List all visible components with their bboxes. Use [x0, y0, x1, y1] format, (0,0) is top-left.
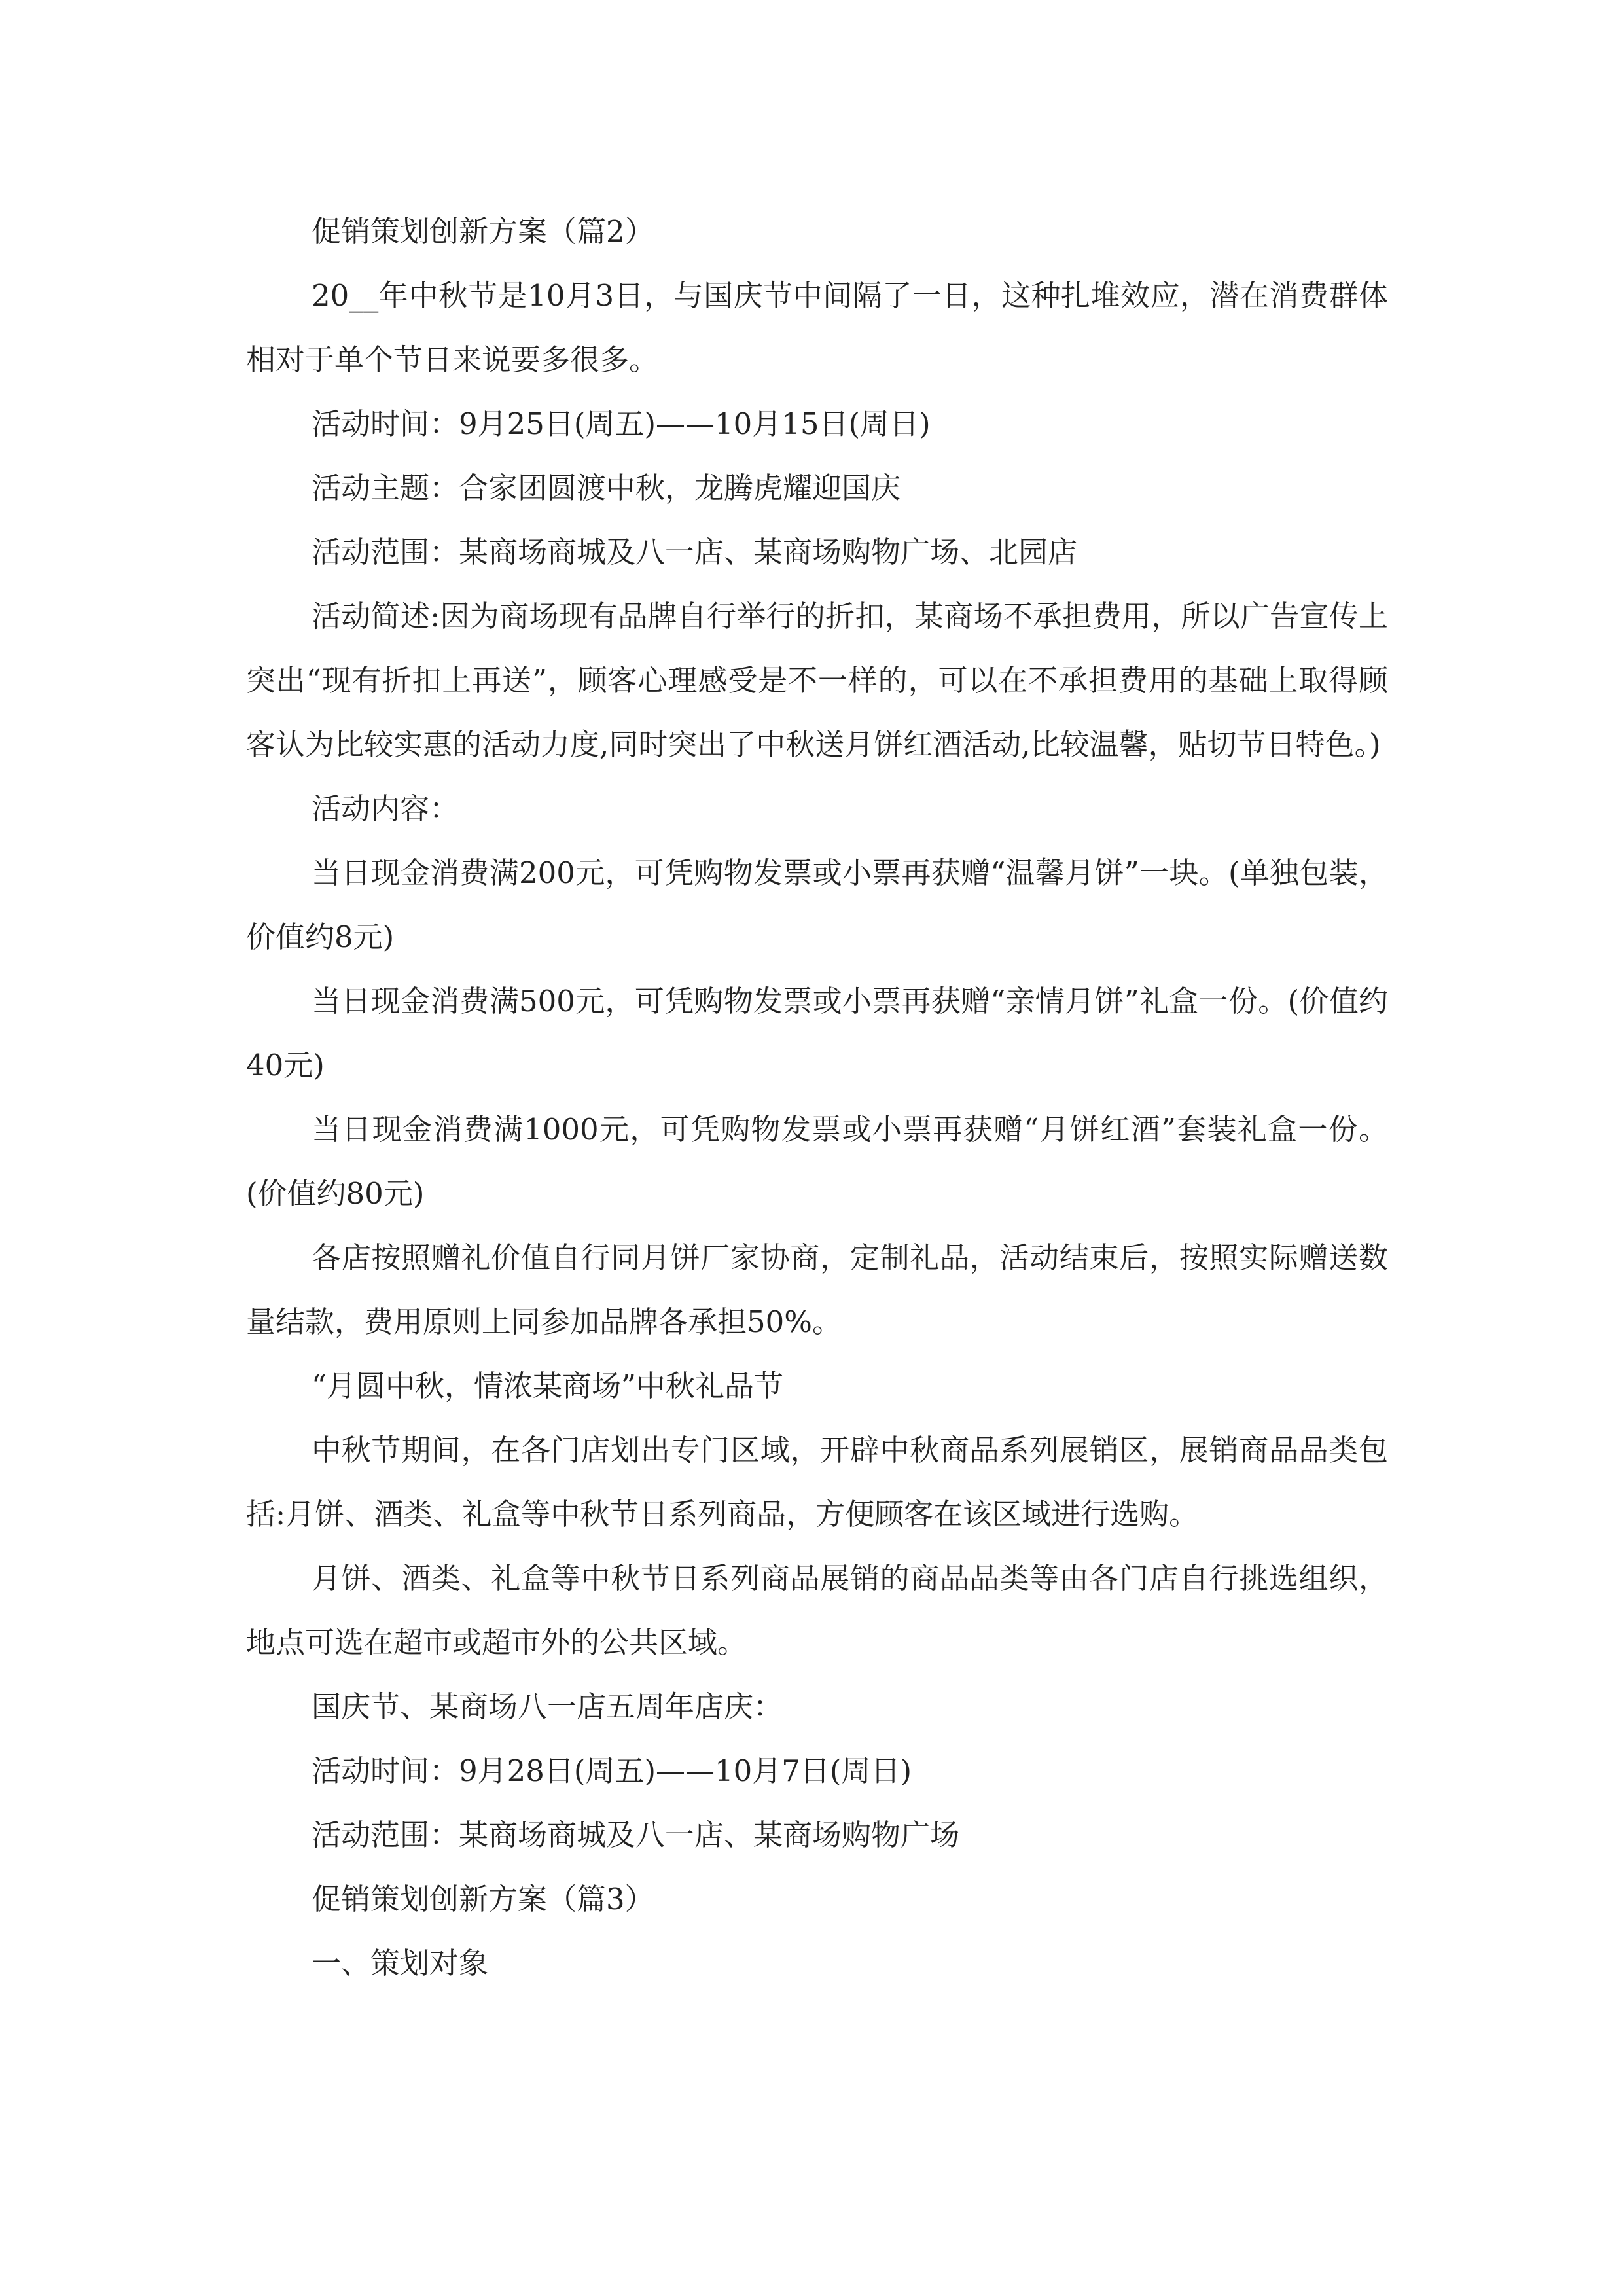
national-day-scope-line: 活动范围：某商场商城及八一店、某商场购物广场	[312, 1818, 960, 1852]
activity-theme-line: 活动主题：合家团圆渡中秋，龙腾虎耀迎国庆	[312, 471, 901, 505]
section-heading-part-3: 促销策划创新方案（篇3）	[312, 1882, 654, 1916]
gift-tier-500: 当日现金消费满500元，可凭购物发票或小票再获赠“亲情月饼”礼盒一份。(价值约40元)	[246, 984, 1388, 1083]
national-day-time-line: 活动时间：9月28日(周五)——10月7日(周日)	[312, 1753, 912, 1788]
settlement-paragraph: 各店按照赠礼价值自行同月饼厂家协商，定制礼品，活动结束后，按照实际赠送数量结款，费用原则上同参加品牌各承担50%。	[246, 1240, 1388, 1339]
gift-tier-200: 当日现金消费满200元，可凭购物发票或小票再获赠“温馨月饼”一块。(单独包装，价值约8元)	[246, 855, 1388, 954]
planning-target-heading: 一、策划对象	[312, 1946, 489, 1981]
activity-content-heading: 活动内容：	[312, 791, 459, 826]
document-body	[246, 200, 1388, 1996]
intro-paragraph: 20__年中秋节是10月3日，与国庆节中间隔了一日，这种扎堆效应，潜在消费群体相对于单个节日来说要多很多。	[246, 278, 1388, 377]
national-day-heading: 国庆节、某商场八一店五周年店庆：	[312, 1689, 783, 1724]
gift-tier-1000: 当日现金消费满1000元，可凭购物发票或小票再获赠“月饼红酒”套装礼盒一份。(价值约80元)	[246, 1112, 1388, 1211]
section-heading-part-2: 促销策划创新方案（篇2）	[312, 214, 654, 249]
activity-time-line: 活动时间：9月25日(周五)——10月15日(周日)	[312, 406, 931, 441]
activity-summary-paragraph: 活动简述:因为商场现有品牌自行举行的折扣，某商场不承担费用，所以广告宣传上突出“现有折扣上再送”，顾客心理感受是不一样的，可以在不承担费用的基础上取得顾客认为比较实惠的活动力度,同时突出了中秋送月饼红酒活动,比较温馨，贴切节日特色。)	[246, 599, 1388, 762]
exhibition-organization-paragraph: 月饼、酒类、礼盒等中秋节日系列商品展销的商品品类等由各门店自行挑选组织，地点可选在超市或超市外的公共区域。	[246, 1561, 1388, 1660]
exhibition-paragraph: 中秋节期间，在各门店划出专门区域，开辟中秋商品系列展销区，展销商品品类包括:月饼、酒类、礼盒等中秋节日系列商品，方便顾客在该区域进行选购。	[246, 1433, 1388, 1532]
gift-festival-heading: “月圆中秋，情浓某商场”中秋礼品节	[312, 1369, 784, 1403]
activity-scope-line: 活动范围：某商场商城及八一店、某商场购物广场、北园店	[312, 535, 1078, 569]
